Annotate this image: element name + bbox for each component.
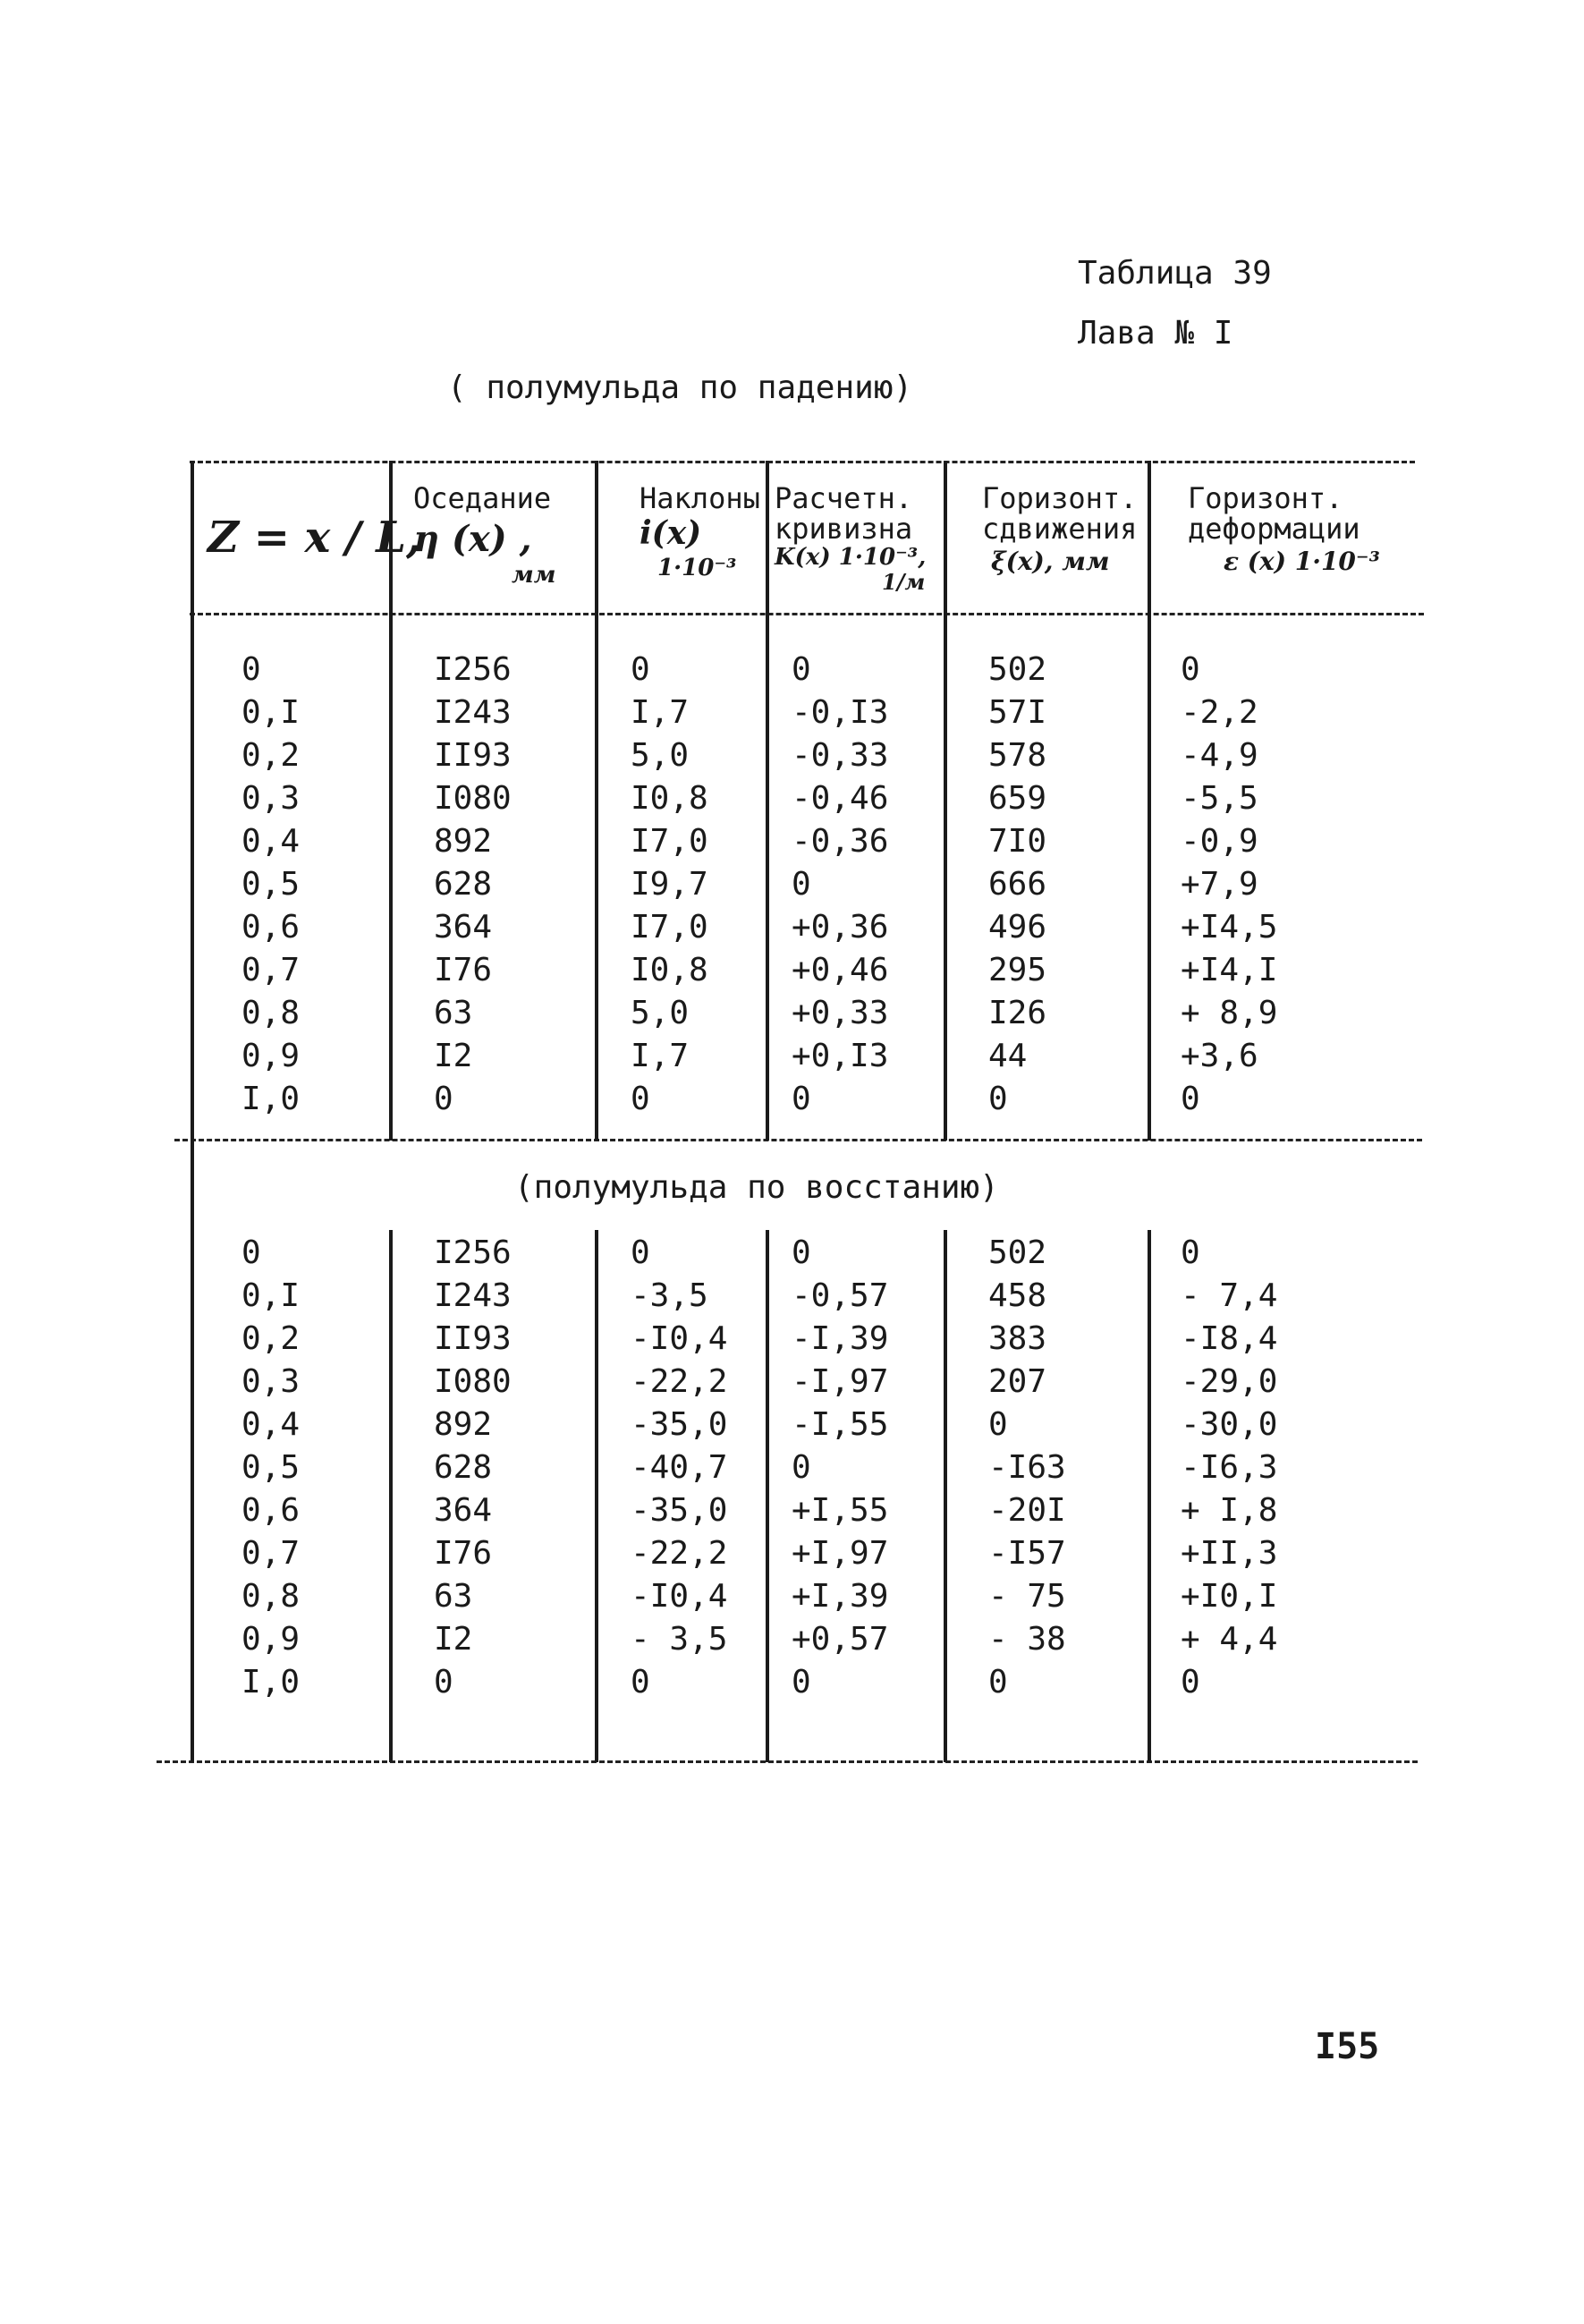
cell-deformation: -I8,4 [1181, 1320, 1278, 1357]
header-horizontal-displacement-symbol: ξ(x), мм [991, 547, 1110, 576]
cell-displacement: 207 [988, 1363, 1047, 1400]
cell-deformation: -2,2 [1181, 694, 1258, 731]
cell-displacement: 295 [988, 952, 1047, 988]
header-curvature [775, 483, 926, 594]
header-separator [190, 613, 1424, 615]
cell-z: 0,9 [241, 1621, 301, 1658]
cell-z: 0,2 [241, 737, 301, 774]
header-curvature-title: Расчетн. [775, 481, 913, 515]
cell-slope: -40,7 [631, 1449, 728, 1486]
cell-curvature: +0,36 [792, 909, 889, 946]
column-divider-2 [595, 461, 598, 1141]
cell-subsidence: 892 [434, 1406, 493, 1443]
cell-subsidence: I243 [434, 694, 512, 731]
cell-slope: I,7 [631, 1038, 690, 1074]
cell-curvature: -I,97 [792, 1363, 889, 1400]
header-horizontal-deformation-title: Горизонт. [1188, 481, 1343, 515]
page-number: I55 [1315, 2026, 1380, 2067]
header-slopes-symbol: i(x) [640, 514, 702, 552]
cell-displacement: 7I0 [988, 823, 1047, 860]
cell-subsidence: I76 [434, 1535, 493, 1572]
cell-slope: -3,5 [631, 1277, 708, 1314]
cell-displacement: 496 [988, 909, 1047, 946]
cell-slope: I,7 [631, 694, 690, 731]
cell-deformation: +II,3 [1181, 1535, 1278, 1572]
cell-displacement: 383 [988, 1320, 1047, 1357]
cell-z: 0,5 [241, 1449, 301, 1486]
cell-displacement: 0 [988, 1406, 1008, 1443]
cell-displacement: 502 [988, 651, 1047, 688]
header-subsidence-title: Оседание [413, 481, 552, 515]
header-slopes-title: Наклоны [640, 481, 760, 515]
header-horizontal-deformation-title2: деформации [1188, 512, 1360, 546]
column-divider-4 [944, 461, 947, 1141]
cell-deformation: -5,5 [1181, 780, 1258, 817]
cell-slope: I7,0 [631, 823, 708, 860]
column-divider-1b [389, 1230, 393, 1762]
cell-z: I,0 [241, 1664, 301, 1701]
cell-deformation: 0 [1181, 651, 1200, 688]
cell-slope: 0 [631, 1234, 650, 1271]
header-horizontal-deformation-symbol: ε (x) 1·10⁻³ [1224, 547, 1380, 576]
cell-deformation: 0 [1181, 1081, 1200, 1117]
cell-z: 0,7 [241, 952, 301, 988]
cell-subsidence: I256 [434, 651, 512, 688]
cell-z: 0,I [241, 694, 301, 731]
cell-deformation: -0,9 [1181, 823, 1258, 860]
column-divider-2b [595, 1230, 598, 1762]
column-divider-1 [389, 461, 393, 1141]
cell-z: I,0 [241, 1081, 301, 1117]
cell-slope: -I0,4 [631, 1320, 728, 1357]
column-divider-3b [766, 1230, 769, 1762]
cell-displacement: 57I [988, 694, 1047, 731]
cell-z: 0,5 [241, 866, 301, 903]
cell-deformation: + 4,4 [1181, 1621, 1278, 1658]
cell-displacement: 659 [988, 780, 1047, 817]
cell-subsidence: 63 [434, 995, 473, 1031]
cell-subsidence: 628 [434, 1449, 493, 1486]
header-subsidence-symbol: η (x) , [413, 518, 532, 560]
cell-displacement: 502 [988, 1234, 1047, 1271]
cell-curvature: 0 [792, 1449, 811, 1486]
cell-subsidence: I76 [434, 952, 493, 988]
cell-slope: 0 [631, 651, 650, 688]
cell-subsidence: 628 [434, 866, 493, 903]
cell-subsidence: I2 [434, 1621, 473, 1658]
cell-deformation: +I4,I [1181, 952, 1278, 988]
cell-z: 0,9 [241, 1038, 301, 1074]
cell-subsidence: 0 [434, 1664, 453, 1701]
cell-deformation: +3,6 [1181, 1038, 1258, 1074]
header-slopes-unit: 1·10⁻³ [657, 555, 737, 581]
cell-slope: 5,0 [631, 995, 690, 1031]
cell-curvature: -I,55 [792, 1406, 889, 1443]
header-curvature-unit: 1/м [882, 569, 926, 595]
cell-slope: 0 [631, 1081, 650, 1117]
cell-slope: I0,8 [631, 780, 708, 817]
cell-subsidence: I080 [434, 780, 512, 817]
cell-deformation: -I6,3 [1181, 1449, 1278, 1486]
cell-subsidence: 892 [434, 823, 493, 860]
cell-displacement: 0 [988, 1664, 1008, 1701]
column-divider-4b [944, 1230, 947, 1762]
cell-z: 0,3 [241, 780, 301, 817]
cell-slope: 0 [631, 1664, 650, 1701]
section-separator [174, 1139, 1422, 1141]
table-left-border [191, 461, 194, 1762]
cell-deformation: + 8,9 [1181, 995, 1278, 1031]
cell-displacement: - 75 [988, 1578, 1066, 1615]
header-horizontal-deformation [1188, 483, 1380, 580]
cell-z: 0,8 [241, 1578, 301, 1615]
cell-curvature: +0,33 [792, 995, 889, 1031]
header-subsidence-unit: мм [512, 562, 556, 589]
section-title-rise: (полумульда по восстанию) [514, 1169, 999, 1206]
table-top-border [190, 461, 1415, 463]
cell-subsidence: 0 [434, 1081, 453, 1117]
cell-subsidence: I256 [434, 1234, 512, 1271]
cell-displacement: 458 [988, 1277, 1047, 1314]
cell-curvature: +0,46 [792, 952, 889, 988]
cell-z: 0,I [241, 1277, 301, 1314]
header-horizontal-displacement [982, 483, 1137, 580]
cell-z: 0,6 [241, 909, 301, 946]
cell-deformation: 0 [1181, 1664, 1200, 1701]
cell-displacement: -I63 [988, 1449, 1066, 1486]
cell-deformation: +I0,I [1181, 1578, 1278, 1615]
cell-z: 0,6 [241, 1492, 301, 1529]
table-number: Таблица 39 [1078, 255, 1272, 292]
cell-subsidence: II93 [434, 737, 512, 774]
cell-deformation: -30,0 [1181, 1406, 1278, 1443]
cell-z: 0 [241, 1234, 261, 1271]
cell-curvature: -0,33 [792, 737, 889, 774]
cell-displacement: I26 [988, 995, 1047, 1031]
column-divider-5b [1148, 1230, 1151, 1762]
header-horizontal-displacement-title2: сдвижения [982, 512, 1138, 546]
header-horizontal-displacement-title: Горизонт. [982, 481, 1138, 515]
cell-curvature: 0 [792, 1081, 811, 1117]
cell-curvature: +I,39 [792, 1578, 889, 1615]
header-z-formula: Z = x / L, [208, 513, 421, 563]
column-divider-5 [1148, 461, 1151, 1141]
cell-slope: -22,2 [631, 1535, 728, 1572]
cell-slope: - 3,5 [631, 1621, 728, 1658]
header-curvature-title2: кривизна [775, 512, 913, 546]
cell-z: 0,4 [241, 823, 301, 860]
cell-curvature: 0 [792, 1234, 811, 1271]
cell-z: 0,2 [241, 1320, 301, 1357]
cell-slope: 5,0 [631, 737, 690, 774]
cell-subsidence: I080 [434, 1363, 512, 1400]
cell-curvature: 0 [792, 651, 811, 688]
cell-deformation: -29,0 [1181, 1363, 1278, 1400]
cell-slope: -35,0 [631, 1492, 728, 1529]
cell-deformation: +I4,5 [1181, 909, 1278, 946]
table-bottom-border [157, 1760, 1418, 1763]
cell-slope: -I0,4 [631, 1578, 728, 1615]
cell-subsidence: 364 [434, 909, 493, 946]
cell-deformation: - 7,4 [1181, 1277, 1278, 1314]
cell-z: 0 [241, 651, 261, 688]
cell-slope: I7,0 [631, 909, 708, 946]
cell-z: 0,4 [241, 1406, 301, 1443]
cell-slope: I9,7 [631, 866, 708, 903]
cell-z: 0,3 [241, 1363, 301, 1400]
cell-subsidence: I243 [434, 1277, 512, 1314]
cell-z: 0,7 [241, 1535, 301, 1572]
cell-displacement: 0 [988, 1081, 1008, 1117]
cell-curvature: 0 [792, 866, 811, 903]
cell-slope: I0,8 [631, 952, 708, 988]
cell-curvature: -0,46 [792, 780, 889, 817]
cell-curvature: +I,55 [792, 1492, 889, 1529]
cell-deformation: 0 [1181, 1234, 1200, 1271]
cell-curvature: -0,I3 [792, 694, 889, 731]
header-subsidence [413, 483, 555, 590]
cell-slope: -22,2 [631, 1363, 728, 1400]
cell-displacement: -20I [988, 1492, 1066, 1529]
cell-curvature: +0,57 [792, 1621, 889, 1658]
section-title-fall: ( полумульда по падению) [447, 369, 913, 406]
cell-curvature: -0,36 [792, 823, 889, 860]
column-divider-3 [766, 461, 769, 1141]
header-slopes [640, 483, 760, 583]
cell-subsidence: 364 [434, 1492, 493, 1529]
cell-deformation: + I,8 [1181, 1492, 1278, 1529]
cell-displacement: 578 [988, 737, 1047, 774]
cell-slope: -35,0 [631, 1406, 728, 1443]
cell-subsidence: II93 [434, 1320, 512, 1357]
cell-z: 0,8 [241, 995, 301, 1031]
cell-subsidence: I2 [434, 1038, 473, 1074]
cell-deformation: -4,9 [1181, 737, 1258, 774]
cell-displacement: -I57 [988, 1535, 1066, 1572]
cell-curvature: 0 [792, 1664, 811, 1701]
cell-curvature: +0,I3 [792, 1038, 889, 1074]
cell-subsidence: 63 [434, 1578, 473, 1615]
lava-number: Лава № I [1078, 315, 1233, 352]
cell-curvature: -I,39 [792, 1320, 889, 1357]
cell-deformation: +7,9 [1181, 866, 1258, 903]
cell-displacement: - 38 [988, 1621, 1066, 1658]
header-curvature-symbol: K(x) 1·10⁻³, [775, 544, 927, 571]
cell-displacement: 666 [988, 866, 1047, 903]
cell-curvature: -0,57 [792, 1277, 889, 1314]
cell-displacement: 44 [988, 1038, 1028, 1074]
cell-curvature: +I,97 [792, 1535, 889, 1572]
